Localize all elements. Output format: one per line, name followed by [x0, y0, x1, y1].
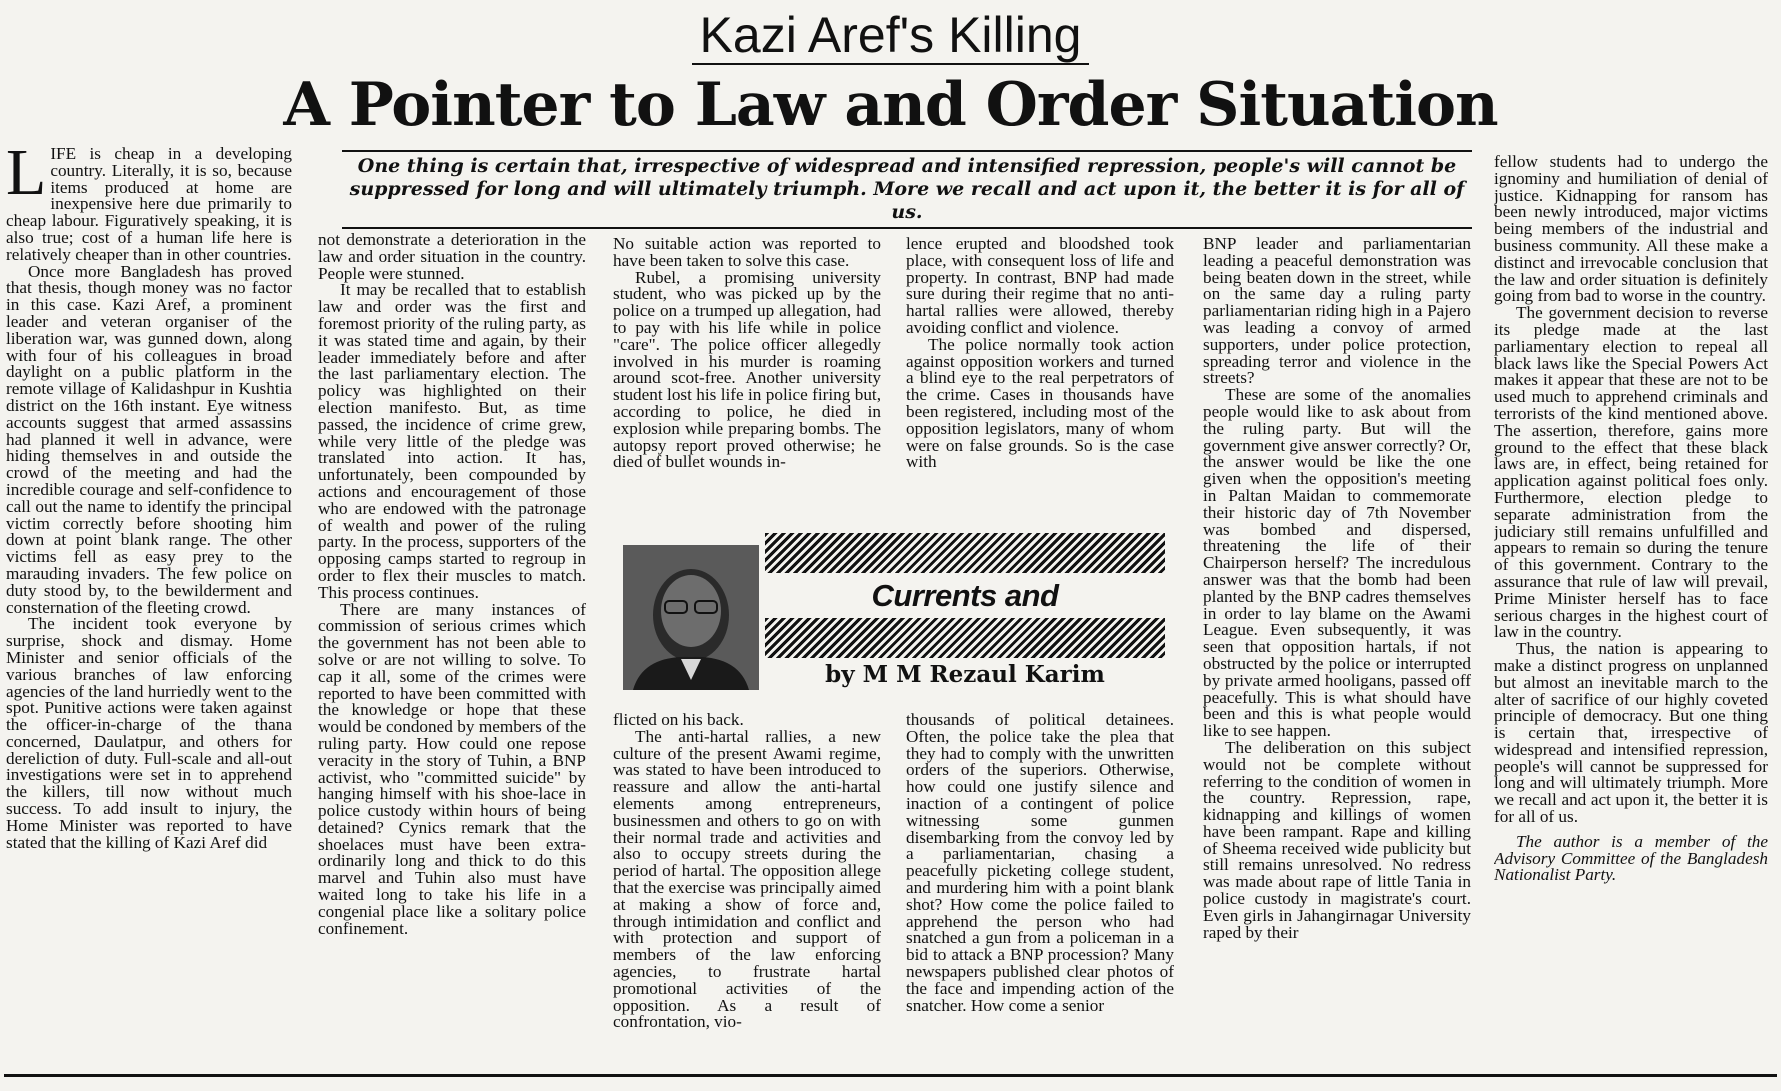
- column-name: Currents and: [871, 578, 1059, 613]
- paragraph: thousands of political detainees. Often, the police take the plea that they had to comply with the unwritten orders of the superiors. Otherwise, how could one justify silence and inaction of a contingent of police witnessing some gunmen disembarking from the convoy led by a parliamentarian, chasing a peacefully picketing college student, and murdering him with a point blank shot? How come the police failed to apprehend the person who had snatched a gun from a policeman in a bid to attack a BNP procession? Many newspapers published clear photos of the face and impending action of the snatcher. How come a senior: [906, 712, 1174, 1015]
- article-column-1: [6, 146, 292, 1070]
- banner-hatch-top: [765, 533, 1165, 573]
- paragraph: The deliberation on this subject would not be complete without referring to the condition of women in the country. Repression, rape, kidnapping and killings of women have been rampant. Rape and killing of Sheema received wide publicity but still remains unresolved. No redress was made about rape of little Tania in police custody in magistrate's court. Even girls in Jahangirnagar University raped by their: [1203, 737, 1471, 942]
- paragraph: Once more Bangladesh has proved that thesis, though money was no factor in this case. Kazi Aref, a prominent leader and veteran organiser of the liberation war, was gunned down, along with four of his colleagues in broad daylight on a public platform in the remote village of Kalidashpur in Kushtia district on the 16th instant. Eye witness accounts suggest that armed assassins had planned it well in advance, were hiding themselves in and outside the crowd of the meeting and had the incredible courage and self-confidence to call out the name to identify the principal victim correctly before shooting him down at point blank range. The other victims fell as easy prey to the marauding invaders. The few police on duty stood by, to the bewilderment and consternation of the fleeting crowd.: [6, 261, 292, 617]
- banner-hatch-bottom: [765, 618, 1165, 658]
- drop-cap: L: [6, 146, 47, 209]
- article-column-2: [318, 232, 586, 1070]
- deck-pull-quote: One thing is certain that, irrespective of widespread and intensified repression, people's will cannot be suppressed for long and will ultimately triumph. More we recall and act upon it, the better it is for all of us.: [342, 150, 1472, 229]
- byline: by M M Rezaul Karim: [825, 661, 1105, 688]
- paragraph: Rubel, a promising university student, who was picked up by the police on a trumped up allegation, had to pay with his life while in police "care". The police officer allegedly involved in his murder is roaming around scot-free. Another university student lost his life in police firing but, according to police, he died in explosion while preparing bombs. The autopsy report proved otherwise; he died of bullet wounds in-: [613, 267, 881, 472]
- author-portrait-image: [623, 545, 759, 690]
- paragraph: IFE is cheap in a developing country. Literally, it is so, because items produced at home are inexpensive here due primarily to cheap labour. Figuratively speaking, it is also true; cost of a human life here is relatively cheaper than in other countries.: [6, 146, 292, 264]
- paragraph: lence erupted and bloodshed took place, with consequent loss of life and property. In contrast, BNP had made sure during their regime that no anti-hartal rallies were allowed, thereby avoiding conflict and violence.: [906, 236, 1174, 337]
- author-note: The author is a member of the Advisory Committee of the Bangladesh Nationalist Party.: [1494, 831, 1768, 885]
- paragraph: Thus, the nation is appearing to make a distinct progress on unplanned but almost an inevitable march to the alter of sacrifice of our highly coveted principle of democracy. But one thing is certain that, irrespective of widespread and intensified repression, people's will cannot be suppressed for long and will ultimately triumph. More we recall and act upon it, the better it is for all of us.: [1494, 639, 1768, 827]
- paragraph: not demonstrate a deterioration in the law and order situation in the country. People were stunned.: [318, 232, 586, 283]
- article-column-4-bottom: [906, 712, 1174, 1070]
- article-column-5: [1203, 236, 1471, 1070]
- kicker-title: [0, 4, 1781, 66]
- paragraph: BNP leader and parliamentarian leading a peaceful demonstration was being beaten down in the street, while on the same day a ruling party parliamentarian riding high in a Pajero was leading a convoy of armed supporters, under police protection, spreading terror and violence in the streets?: [1203, 236, 1471, 388]
- article-column-6: [1494, 154, 1768, 1070]
- article-column-4-top: [906, 236, 1174, 526]
- paragraph: The government decision to reverse its pledge made at the last parliamentary election to repeal all black laws like the Special Powers Act makes it appear that these are not to be used much to apprehend criminals and terrorists of the kind mentioned above. The assertion, therefore, gains more ground to the effect that these black laws are, in effect, being retained for application against political foes only. Furthermore, election pledge to separate administration from the judiciary still remains unfulfilled and appears to remain so during the tenure of this government. Contrary to the assurance that rule of law will prevail, Prime Minister herself has to face serious charges in the highest court of law in the country.: [1494, 303, 1768, 642]
- bottom-rule: [4, 1074, 1777, 1077]
- paragraph: No suitable action was reported to have been taken to solve this case.: [613, 236, 881, 270]
- paragraph: The incident took everyone by surprise, shock and dismay. Home Minister and senior officials of the various branches of law enforcing agencies of the land hurriedly went to the spot. Punitive actions were taken against the officer-in-charge of the thana concerned, Daulatpur, and others for dereliction of duty. Full-scale and all-out investigations were set in to apprehend the killers, till now without much success. To add insult to injury, the Home Minister was reported to have stated that the killing of Kazi Aref did: [6, 614, 292, 852]
- article-column-3-bottom: [613, 712, 881, 1070]
- paragraph: It may be recalled that to establish law and order was the first and foremost priority of the ruling party, as it was stated time and again, by their leader immediately before and after the last parliamentary election. The policy was highlighted on their election manifesto. But, as time passed, the incidence of crime grew, while very little of the pledge was translated into action. It has, unfortunately, been compounded by actions and encouragement of those who are endowed with the patronage of wealth and power of the ruling party. In the process, supporters of the opposing camps started to regroup in order to flex their muscles to match. This process continues.: [318, 280, 586, 602]
- author-photo: [623, 545, 759, 690]
- paragraph: The police normally took action against opposition workers and turned a blind eye to the real perpetrators of the crime. Cases in thousands have been registered, including most of the opposition legislators, many of whom were on false grounds. So is the case with: [906, 334, 1174, 472]
- column-banner: [765, 533, 1165, 658]
- paragraph: There are many instances of commission of serious crimes which the government has not been able to solve or are not willing to solve. To cap it all, some of the crimes were reported to have been committed with the knowledge or hope that these would be condoned by members of the ruling party. How could one repose veracity in the story of Tuhin, a BNP activist, who "committed suicide" by hanging himself with his shoe-lace in police custody within hours of being detained? Cynics remark that the shoelaces must have been extra-ordinarily long and thick to do this marvel and Tuhin also must have waited long to take his life in a congenial place like a solitary police confinement.: [318, 599, 586, 938]
- paragraph: These are some of the anomalies people would like to ask about from the ruling party. But will the government give answer correctly? Or, the answer would be like the one given when the opposition's meeting in Paltan Maidan to commemorate their historic day of 7th November was bombed and dispersed, threatening the life of their Chairperson herself? The incredulous answer was that the bomb had been planted by the BNP cadres themselves in order to lay blame on the Awami League. Even subsequently, it was seen that opposition hartals, if not obstructed by the police or interrupted by private armed hooligans, passed off peacefully. This is what should have been and this is what people would like to see happen.: [1203, 385, 1471, 741]
- paragraph: fellow students had to undergo the ignominy and humiliation of denial of justice. Kidnapping for ransom has been newly introduced, major victims being members of the industrial and business community. All these make a distinct and irrevocable conclusion that the law and order situation is definitely going from bad to worse in the country.: [1494, 154, 1768, 306]
- paragraph: The anti-hartal rallies, a new culture of the present Awami regime, was stated to have been introduced to reassure and allow the anti-hartal elements among entrepreneurs, businessmen and others to go on with their normal trade and activities and also to occupy streets during the period of hartal. The opposition allege that the exercise was principally aimed at making a show of force and, through intimidation and conflict and with protection and support of members of the law enforcing agencies, to frustrate hartal promotional activities of the opposition. As a result of confrontation, vio-: [613, 726, 881, 1032]
- headline: A Pointer to Law and Order Situation: [283, 70, 1498, 140]
- paragraph: flicted on his back.: [613, 712, 744, 729]
- article-column-3-top: [613, 236, 881, 526]
- kicker-text: Kazi Aref's Killing: [692, 7, 1090, 65]
